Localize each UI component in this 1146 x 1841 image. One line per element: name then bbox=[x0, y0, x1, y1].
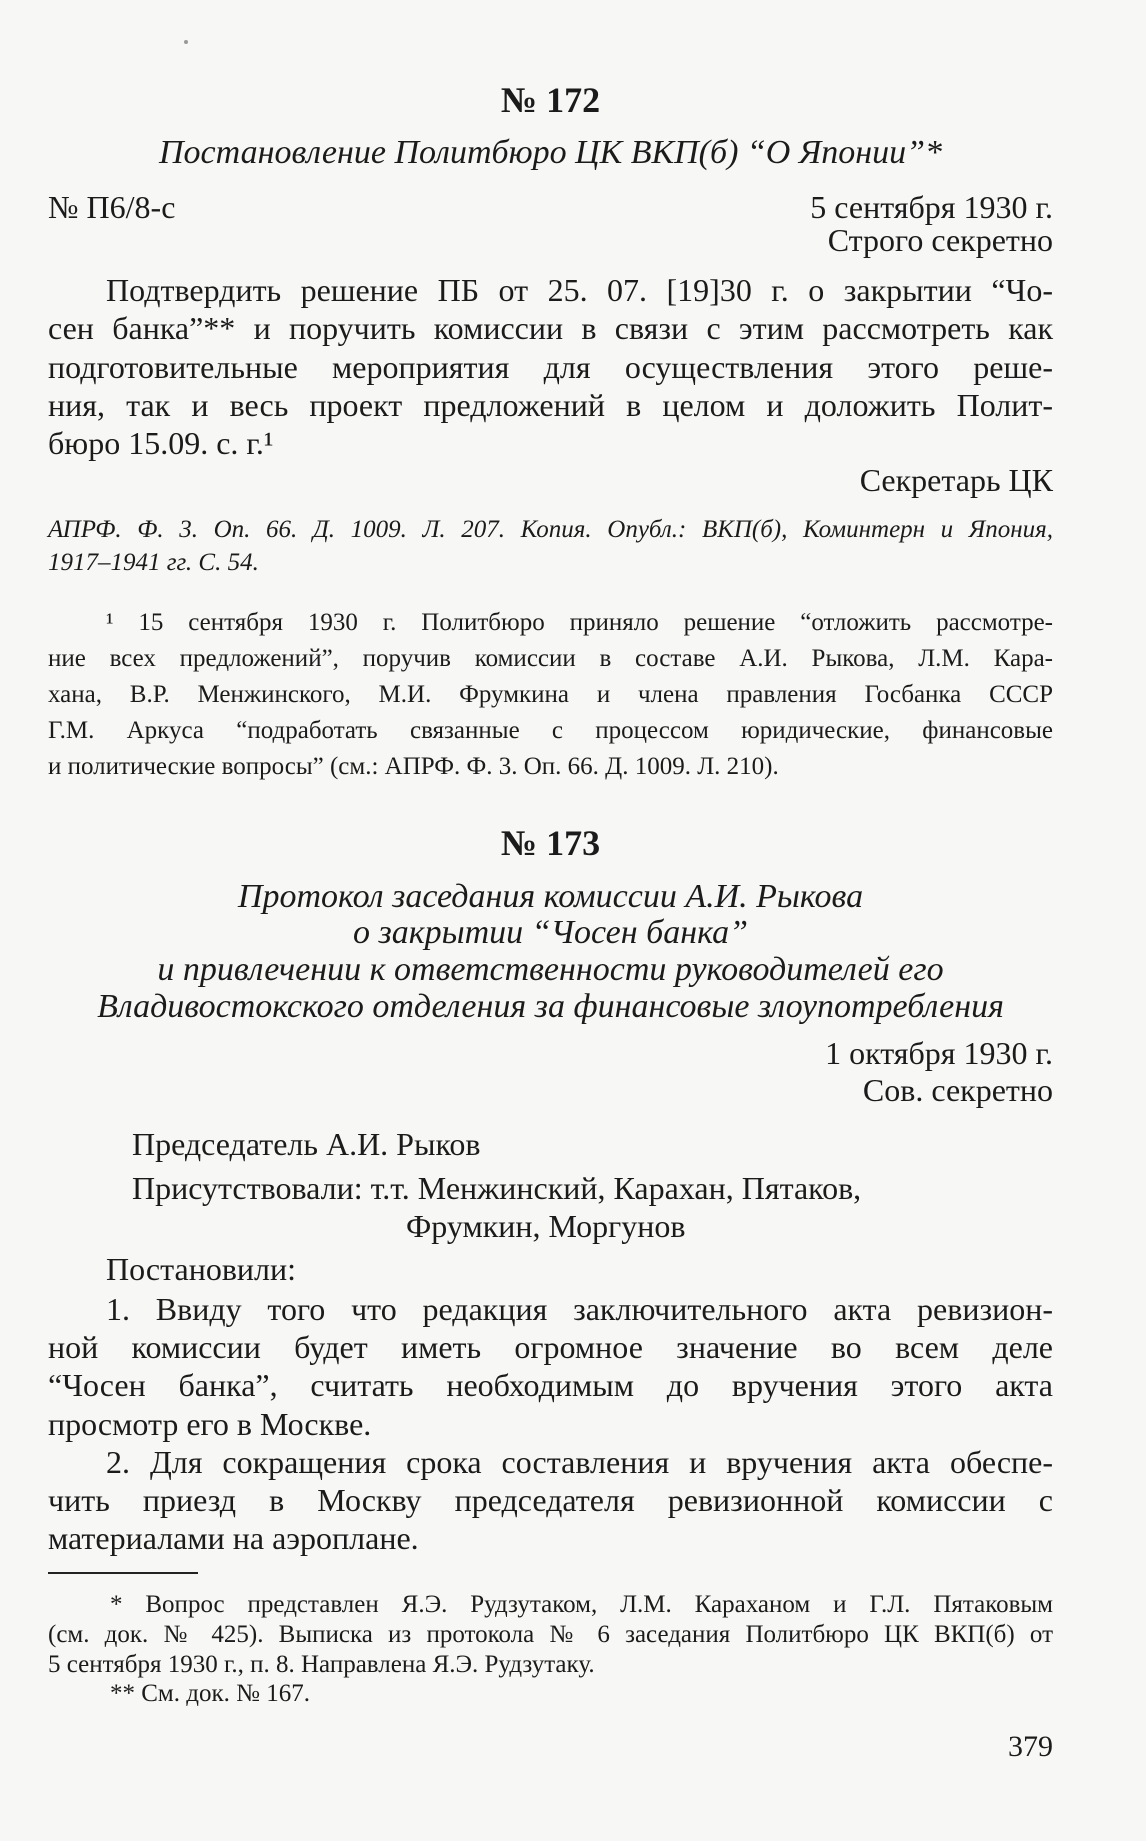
document-title-line: о закрытии “Чосен банка” bbox=[352, 914, 749, 951]
item-line: 2. Для сокращения срока составления и вручения акта обеспе- bbox=[106, 1444, 1053, 1480]
footnote-divider bbox=[48, 1572, 198, 1574]
source-line: АПРФ. Ф. 3. Оп. 66. Д. 1009. Л. 207. Копия. Опубл.: ВКП(б), Коминтерн и Япония, bbox=[48, 516, 1053, 543]
body-line: бюро 15.09. с. г.¹ bbox=[48, 425, 274, 461]
item-line: материалами на аэроплане. bbox=[48, 1520, 419, 1556]
body-line: подготовительные мероприятия для осуществления этого реше- bbox=[48, 349, 1053, 385]
footnote-line: и политические вопросы” (см.: АПРФ. Ф. 3. Оп. 66. Д. 1009. Л. 210). bbox=[48, 753, 779, 780]
document-number: № 172 bbox=[500, 80, 601, 120]
attendees-continued: Фрумкин, Моргунов bbox=[406, 1208, 686, 1244]
secrecy-label: Сов. секретно bbox=[862, 1072, 1053, 1108]
footnote-line: ние всех предложений”, поручив комиссии в составе А.И. Рыкова, Л.М. Кара- bbox=[48, 645, 1053, 672]
footnote-line: (см. док. № 425). Выписка из протокола № 6 заседания Политбюро ЦК ВКП(б) от bbox=[48, 1621, 1053, 1648]
footnote-line: ** См. док. № 167. bbox=[110, 1680, 310, 1707]
source-line: 1917–1941 гг. С. 54. bbox=[48, 549, 259, 576]
resolved-heading: Постановили: bbox=[106, 1251, 297, 1287]
footnote-line: ¹ 15 сентября 1930 г. Политбюро приняло решение “отложить рассмотре- bbox=[106, 609, 1053, 636]
item-line: чить приезд в Москву председателя ревизионной комиссии с bbox=[48, 1482, 1053, 1518]
document-title-line: и привлечении к ответственности руководителей его bbox=[157, 951, 944, 988]
body-line: сен банка”** и поручить комиссии в связи с этим рассмотреть как bbox=[48, 310, 1053, 346]
footnote-line: Г.М. Аркуса “подработать связанные с процессом юридические, финансовые bbox=[48, 717, 1053, 744]
item-line: ной комиссии будет иметь огромное значение во всем деле bbox=[48, 1329, 1053, 1365]
item-line: “Чосен банка”, считать необходимым до вручения этого акта bbox=[48, 1367, 1053, 1403]
footnote-line: 5 сентября 1930 г., п. 8. Направлена Я.Э. Рудзутаку. bbox=[48, 1651, 595, 1678]
document-title: Постановление Политбюро ЦК ВКП(б) “О Японии”* bbox=[159, 134, 942, 171]
document-date: 1 октября 1930 г. bbox=[825, 1035, 1053, 1071]
item-line: просмотр его в Москве. bbox=[48, 1406, 372, 1442]
scan-speck bbox=[184, 40, 188, 44]
chairman: Председатель А.И. Рыков bbox=[132, 1126, 481, 1162]
document-reference: № П6/8-с bbox=[48, 189, 176, 225]
body-line: Подтвердить решение ПБ от 25. 07. [19]30 г. о закрытии “Чо- bbox=[106, 272, 1053, 308]
footnote-line: хана, В.Р. Менжинского, М.И. Фрумкина и члена правления Госбанка СССР bbox=[48, 681, 1053, 708]
page-number: 379 bbox=[1008, 1730, 1053, 1763]
secrecy-label: Строго секретно bbox=[827, 222, 1053, 258]
attendees: Присутствовали: т.т. Менжинский, Карахан, Пятаков, bbox=[132, 1170, 862, 1206]
document-title-line: Владивостокского отделения за финансовые злоупотребления bbox=[97, 988, 1004, 1025]
footnote-line: * Вопрос представлен Я.Э. Рудзутаком, Л.М. Караханом и Г.Л. Пятаковым bbox=[110, 1591, 1053, 1618]
signature: Секретарь ЦК bbox=[859, 462, 1053, 498]
document-title-line: Протокол заседания комиссии А.И. Рыкова bbox=[237, 878, 864, 915]
item-line: 1. Ввиду того что редакция заключительного акта ревизион- bbox=[106, 1291, 1053, 1327]
document-number: № 173 bbox=[500, 823, 601, 863]
document-date: 5 сентября 1930 г. bbox=[810, 189, 1053, 225]
body-line: ния, так и весь проект предложений в целом и доложить Полит- bbox=[48, 387, 1053, 423]
